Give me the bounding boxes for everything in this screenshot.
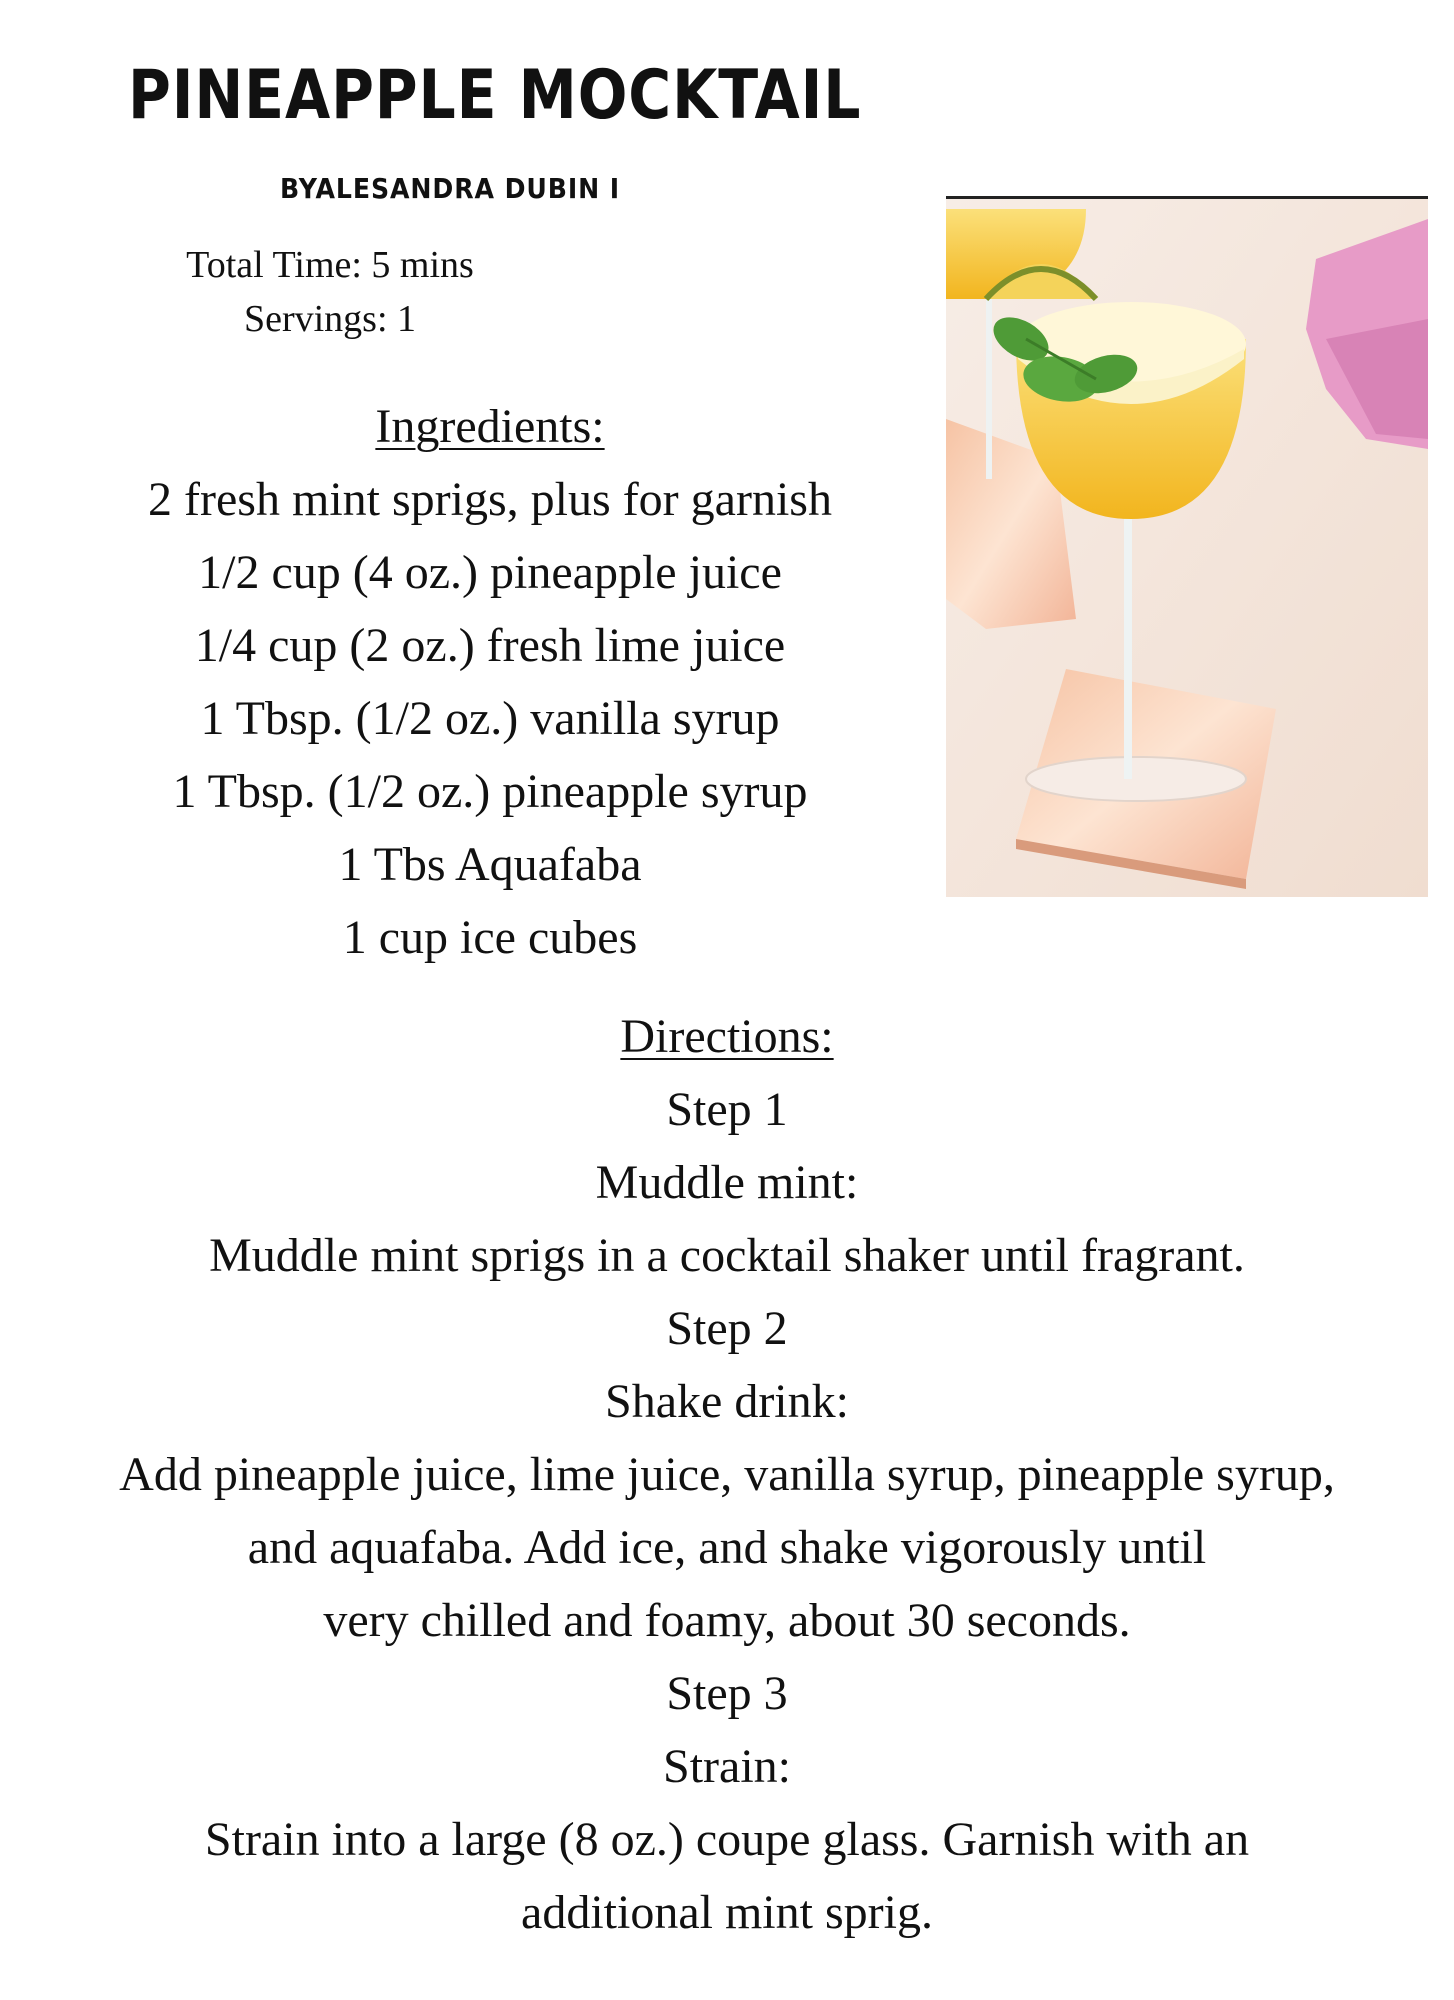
- ingredient-item: 1 Tbs Aquafaba: [338, 838, 642, 891]
- step-label: Step 3: [666, 1667, 788, 1720]
- ingredients-section: [40, 390, 940, 974]
- ingredient-item: 2 fresh mint sprigs, plus for garnish: [148, 473, 832, 526]
- step-text: very chilled and foamy, about 30 seconds.: [323, 1594, 1131, 1647]
- servings: Servings: 1: [243, 298, 417, 340]
- ingredient-item: 1 Tbsp. (1/2 oz.) vanilla syrup: [200, 692, 780, 745]
- step-label: Step 2: [666, 1302, 788, 1355]
- ingredients-heading: Ingredients:: [375, 400, 605, 453]
- total-time: Total Time: 5 mins: [186, 244, 474, 286]
- step-text: Muddle mint sprigs in a cocktail shaker until fragrant.: [209, 1229, 1245, 1282]
- mocktail-photo-illustration: [946, 199, 1428, 897]
- step-text: Add pineapple juice, lime juice, vanilla syrup, pineapple syrup,: [119, 1448, 1335, 1501]
- ingredient-item: 1/2 cup (4 oz.) pineapple juice: [198, 546, 782, 599]
- recipe-title: PINEAPPLE MOCKTAIL: [128, 56, 862, 135]
- step-title: Shake drink:: [605, 1375, 849, 1428]
- step-text: Strain into a large (8 oz.) coupe glass. Garnish with an: [204, 1813, 1250, 1866]
- ingredient-item: 1 cup ice cubes: [342, 911, 638, 964]
- step-label: Step 1: [666, 1083, 788, 1136]
- recipe-meta: [160, 238, 500, 346]
- step-title: Muddle mint:: [595, 1156, 859, 1209]
- step-text: and aquafaba. Add ice, and shake vigorously until: [247, 1521, 1207, 1574]
- directions-section: [0, 1000, 1454, 1949]
- mocktail-photo: [946, 196, 1428, 897]
- ingredient-item: 1 Tbsp. (1/2 oz.) pineapple syrup: [172, 765, 808, 818]
- recipe-byline: BYALESANDRA DUBIN I: [280, 172, 621, 205]
- step-text: additional mint sprig.: [521, 1886, 933, 1939]
- directions-heading: Directions:: [620, 1010, 834, 1063]
- ingredient-item: 1/4 cup (2 oz.) fresh lime juice: [194, 619, 786, 672]
- step-title: Strain:: [663, 1740, 791, 1793]
